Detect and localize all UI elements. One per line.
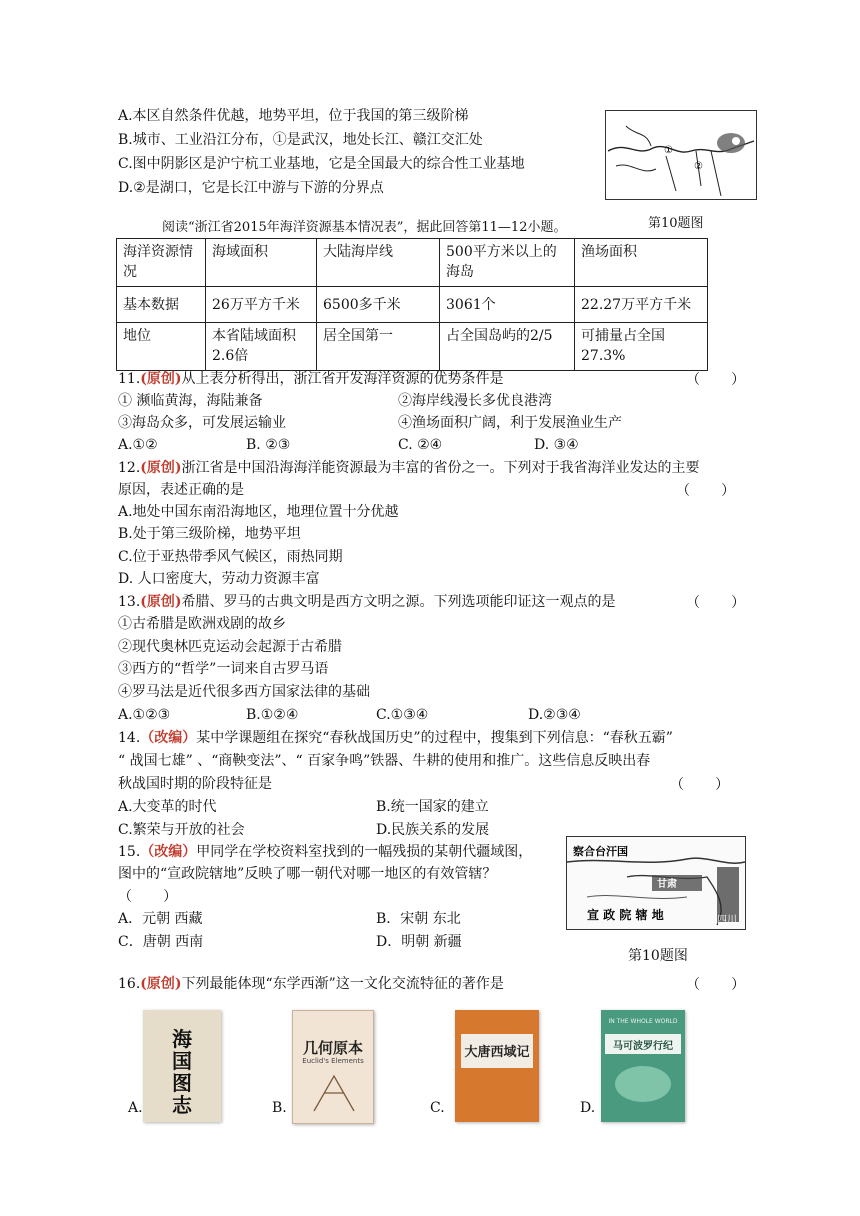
ocean-resource-table (116, 238, 708, 371)
yangtze-map-figure (605, 110, 757, 200)
q14-stem-line3: 秋战国时期的阶段特征是 (118, 776, 272, 792)
book-title: 几何原本 (302, 1039, 363, 1057)
q16-stem (118, 974, 504, 994)
table-cell: 地位 (117, 323, 206, 371)
q15-option-a: A．元朝 西藏 (118, 911, 203, 927)
answer-paren: （ ） (670, 777, 730, 793)
q11-item: ③海岛众多，可发展运输业 (118, 415, 286, 431)
dynasty-map-icon (567, 837, 745, 929)
table-cell: 6500多千米 (317, 287, 440, 323)
q13-item: ②现代奥林匹克运动会起源于古希腊 (118, 639, 342, 655)
table-header-cell: 500平方米以上的海岛 (440, 239, 575, 287)
question-tag: （改编） (140, 730, 197, 746)
q11-option-c: C. ②④ (398, 437, 443, 453)
q13-item: ③西方的“哲学”一词来自古罗马语 (118, 661, 329, 677)
table-header-cell: 海域面积 (206, 239, 317, 287)
q16-option-c: C. (430, 1100, 445, 1116)
book-subtitle: Euclid's Elements (302, 1057, 364, 1065)
book-title: 海国图志 (172, 1027, 192, 1117)
q10-option-c: C.图中阴影区是沪宁杭工业基地，它是全国最大的综合性工业基地 (118, 156, 525, 172)
q10-figure-caption: 第10题图 (648, 216, 704, 231)
table-cell: 22.27万平方千米 (575, 287, 708, 323)
question-text: 浙江省是中国沿海海洋能资源最为丰富的省份之一。下列对于我省海洋业发达的主要 (181, 460, 700, 476)
q13-option-a: A.①②③ (118, 707, 171, 723)
answer-paren: （ ） (686, 977, 746, 993)
question-number: 16. (118, 976, 141, 992)
q15-option-b: B．宋朝 东北 (376, 911, 461, 927)
table-cell: 可捕量占全国27.3% (575, 323, 708, 371)
book-cover-datang-xiyuji (455, 1010, 539, 1122)
q15-stem-line2: 图中的“宣政院辖地”反映了哪一朝代对哪一地区的有效管辖？ (118, 866, 497, 882)
q10-option-b: B.城市、工业沿江分布，①是武汉，地处长江、赣江交汇处 (118, 132, 483, 148)
question-tag: (原创) (140, 460, 182, 476)
q16-option-a: A. (128, 1100, 143, 1116)
map-label: 四川 (717, 915, 737, 926)
question-tag: (原创) (140, 594, 182, 610)
table-cell: 本省陆域面积2.6倍 (206, 323, 317, 371)
table-cell: 3061个 (440, 287, 575, 323)
q11-option-d: D. ③④ (534, 437, 579, 453)
q14-option-a: A.大变革的时代 (118, 799, 217, 815)
question-text: 下列最能体现“东学西渐”这一文化交流特征的著作是 (181, 976, 504, 992)
question-number: 14. (118, 730, 141, 746)
q14-option-b: B.统一国家的建立 (376, 799, 489, 815)
q12-option-b: B.处于第三级阶梯，地势平坦 (118, 526, 301, 542)
q13-item: ④罗马法是近代很多西方国家法律的基础 (118, 684, 370, 700)
answer-paren: （ ） (686, 372, 746, 388)
q12-option-d: D. 人口密度大，劳动力资源丰富 (118, 571, 320, 587)
map-mark-1: ① (664, 145, 673, 156)
table-row (117, 287, 708, 323)
map-label: 宣 政 院 辖 地 (587, 908, 664, 922)
q16-option-b: B. (272, 1100, 287, 1116)
table-row (117, 239, 708, 287)
q15-stem (118, 842, 532, 862)
question-text: 某中学课题组在探究“春秋战国历史”的过程中，搜集到下列信息：“春秋五霸” (196, 730, 673, 746)
q10-option-d: D.②是湖口，它是长江中游与下游的分界点 (118, 180, 384, 196)
q15-figure-caption: 第10题图 (628, 948, 688, 964)
book-title: 大唐西域记 (464, 1045, 530, 1060)
book-subtitle: IN THE WHOLE WORLD (608, 1018, 678, 1025)
q11-option-b: B. ②③ (246, 437, 291, 453)
river-map-icon (606, 111, 756, 199)
q13-option-c: C.①③④ (376, 707, 429, 723)
q14-option-d: D.民族关系的发展 (376, 822, 490, 838)
q11-item: ②海岸线漫长多优良港湾 (398, 393, 552, 409)
question-number: 13. (118, 594, 141, 610)
q13-option-d: D.②③④ (528, 707, 581, 723)
table-cell: 26万平方千米 (206, 287, 317, 323)
answer-paren: （ ） (676, 483, 736, 499)
q13-option-b: B.①②④ (246, 707, 299, 723)
q11-stem (118, 369, 504, 389)
q11-item: ① 濒临黄海，海陆兼备 (118, 393, 263, 409)
reading-intro: 阅读“浙江省2015年海洋资源基本情况表”，据此回答第11—12小题。 (162, 220, 567, 235)
question-number: 15. (118, 844, 141, 860)
q14-stem (118, 728, 673, 748)
question-number: 12. (118, 460, 141, 476)
table-cell: 基本数据 (117, 287, 206, 323)
table-cell: 占全国岛屿的2/5 (440, 323, 575, 371)
q15-option-c: C．唐朝 西南 (118, 934, 204, 950)
table-header-cell: 渔场面积 (575, 239, 708, 287)
book-cover-haiguo-tuzhi (143, 1010, 221, 1122)
question-text: 甲同学在学校资料室找到的一幅残损的某朝代疆域图， (196, 844, 533, 860)
table-cell: 居全国第一 (317, 323, 440, 371)
table-row (117, 323, 708, 371)
q14-stem-line2: “ 战国七雄” 、“商鞅变法”、“ 百家争鸣”铁器、牛耕的使用和推广。这些信息反映出春 (118, 753, 651, 769)
cover-illustration (615, 1066, 671, 1102)
table-header-cell: 大陆海岸线 (317, 239, 440, 287)
yuan-territory-map-figure (566, 836, 746, 930)
answer-paren: （ ） (118, 889, 178, 905)
q15-option-d: D．明朝 新疆 (376, 934, 462, 950)
question-tag: （改编） (140, 844, 197, 860)
q12-stem (118, 458, 700, 478)
book-cover-jihe-yuanben (292, 1010, 374, 1124)
book-title: 马可波罗行纪 (613, 1041, 673, 1052)
q13-stem (118, 592, 616, 612)
q12-stem-line2: 原因，表述正确的是 (118, 482, 244, 498)
question-text: 从上表分析得出，浙江省开发海洋资源的优势条件是 (181, 371, 504, 387)
q12-option-c: C.位于亚热带季风气候区，雨热同期 (118, 549, 343, 565)
map-label: 甘肃 (657, 879, 677, 890)
q11-item: ④渔场面积广阔，利于发展渔业生产 (398, 415, 622, 431)
q11-option-a: A.①② (118, 437, 158, 453)
map-label: 察合台汗国 (573, 845, 628, 858)
answer-paren: （ ） (686, 595, 746, 611)
q16-option-d: D. (580, 1100, 596, 1116)
question-text: 希腊、罗马的古典文明是西方文明之源。下列选项能印证这一观点的是 (181, 594, 616, 610)
table-header-cell: 海洋资源情况 (117, 239, 206, 287)
book-cover-make-boluo-xingji (601, 1010, 685, 1122)
q10-option-a: A.本区自然条件优越，地势平坦，位于我国的第三级阶梯 (118, 108, 469, 124)
map-mark-2: ② (694, 161, 703, 172)
question-number: 11. (118, 371, 141, 387)
question-tag: (原创) (140, 371, 182, 387)
q14-option-c: C.繁荣与开放的社会 (118, 822, 245, 838)
q13-item: ①古希腊是欧洲戏剧的故乡 (118, 616, 286, 632)
compass-drawing-icon (309, 1071, 359, 1115)
question-tag: (原创) (140, 976, 182, 992)
q12-option-a: A.地处中国东南沿海地区，地理位置十分优越 (118, 504, 399, 520)
